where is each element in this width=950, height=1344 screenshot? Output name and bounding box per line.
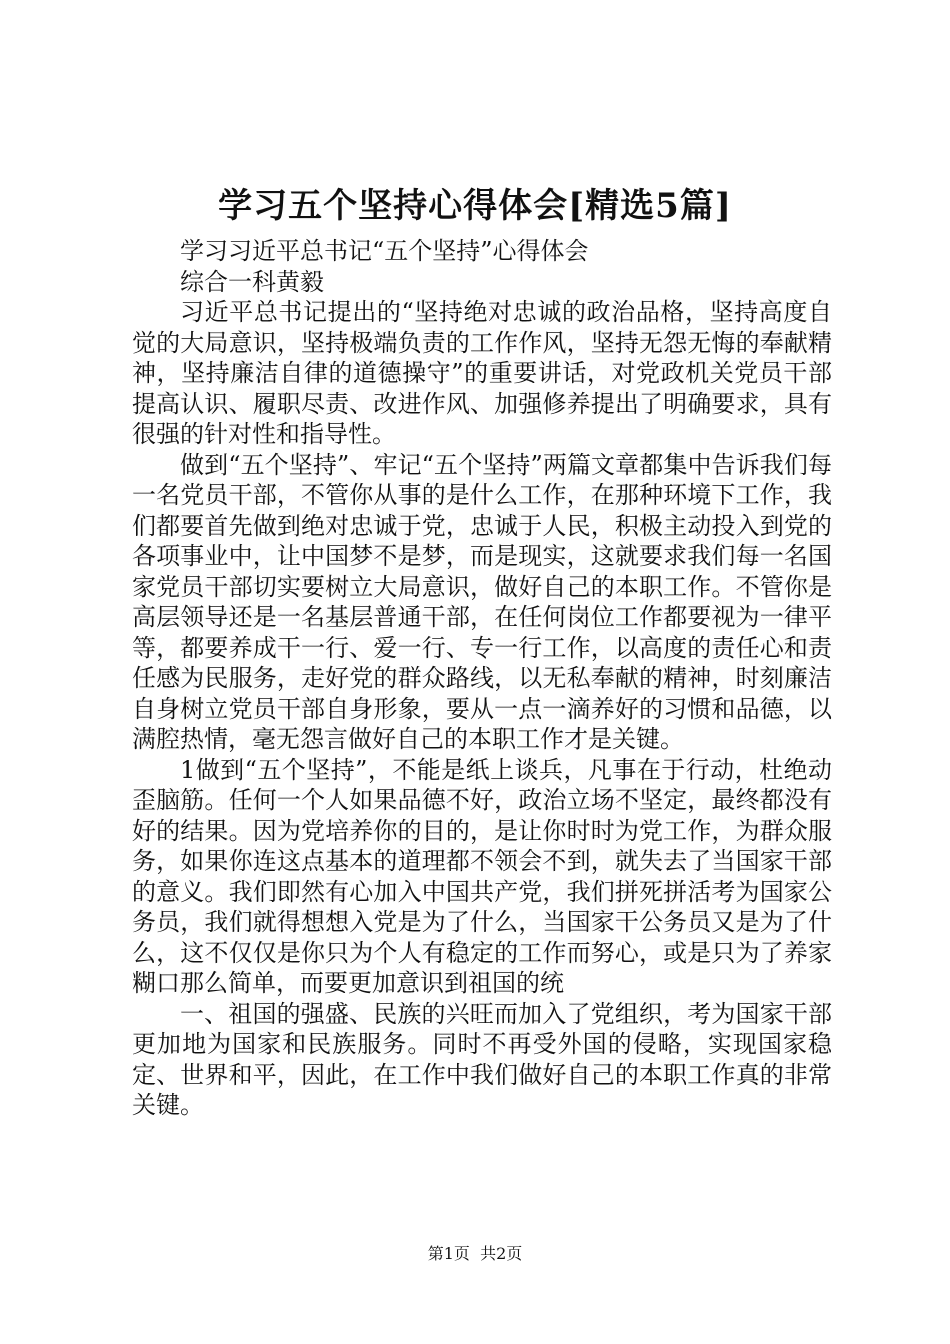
paragraph: 一、祖国的强盛、民族的兴旺而加入了党组织，考为国家干部更加地为国家和民族服务。同时不再受外国的侵略，实现国家稳定、世界和平，因此，在工作中我们做好自己的本职工作真的非常关键。 bbox=[132, 999, 832, 1119]
page-number-footer: 第1页 共2页 bbox=[427, 1244, 523, 1263]
document-title: 学习五个坚持心得体会[精选5篇] bbox=[218, 186, 732, 226]
subtitle: 学习习近平总书记“五个坚持”心得体会 bbox=[180, 237, 589, 265]
paragraph: 1做到“五个坚持”，不能是纸上谈兵，凡事在于行动，杜绝动歪脑筋。任何一个人如果品德不好，政治立场不坚定，最终都没有好的结果。因为党培养你的目的，是让你时时为党工作，为群众服务，如果你连这点基本的道理都不领会不到，就失去了当国家干部的意义。我们即然有心加入中国共产党，我们拼死拼活考为国家公务员，我们就得想想入党是为了什么，当国家干公务员又是为了什么，这不仅仅是你只为个人有稳定的工作而努心，或是只为了养家糊口那么简单，而要更加意识到祖国的统 bbox=[132, 755, 832, 997]
document-body bbox=[132, 236, 832, 1121]
paragraph: 做到“五个坚持”、牢记“五个坚持”两篇文章都集中告诉我们每一名党员干部，不管你从事的是什么工作，在那种环境下工作，我们都要首先做到绝对忠诚于党，忠诚于人民，积极主动投入到党的各项事业中，让中国梦不是梦，而是现实，这就要求我们每一名国家党员干部切实要树立大局意识，做好自己的本职工作。不管你是高层领导还是一名基层普通干部，在任何岗位工作都要视为一律平等，都要养成干一行、爱一行、专一行工作，以高度的责任心和责任感为民服务，走好党的群众路线，以无私奉献的精神，时刻廉洁自身树立党员干部自身形象，要从一点一滴养好的习惯和品德，以满腔热情，毫无怨言做好自己的本职工作才是关键。 bbox=[132, 450, 832, 753]
paragraph: 习近平总书记提出的“坚持绝对忠诚的政治品格，坚持高度自觉的大局意识，坚持极端负责的工作作风，坚持无怨无悔的奉献精神，坚持廉洁自律的道德操守”的重要讲话，对党政机关党员干部提高认识、履职尽责、改进作风、加强修养提出了明确要求，具有很强的针对性和指导性。 bbox=[132, 298, 832, 448]
author-line: 综合一科黄毅 bbox=[180, 267, 324, 296]
